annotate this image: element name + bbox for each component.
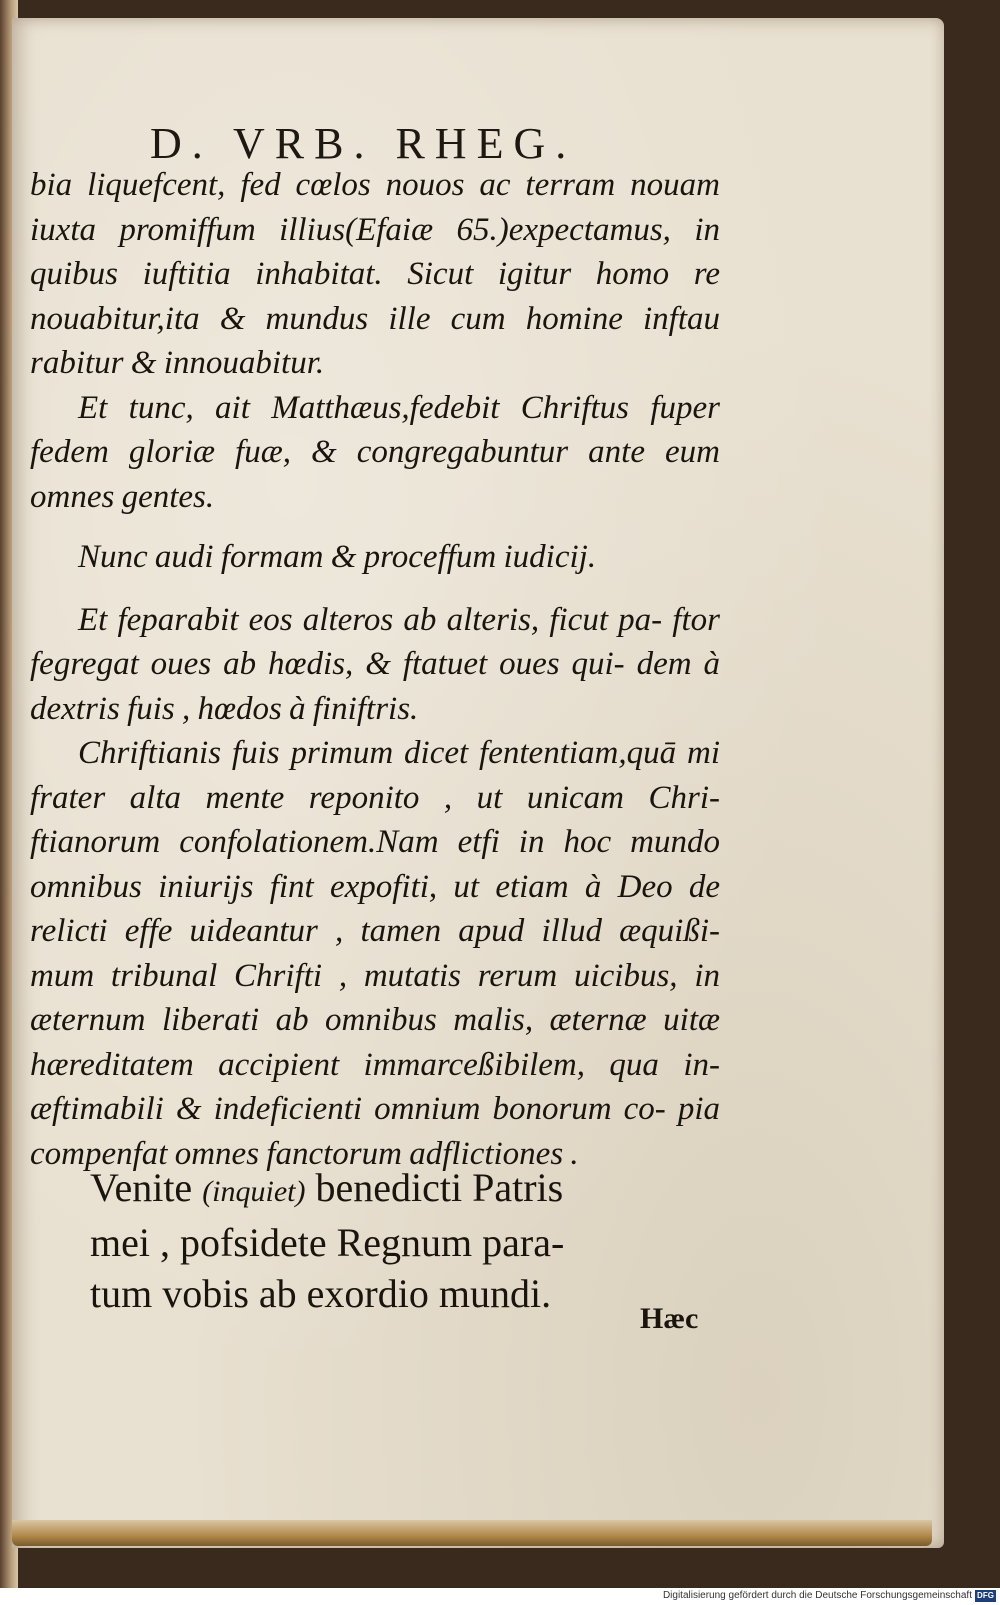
quote-line-2: mei , pofsidete Regnum para- xyxy=(90,1220,565,1265)
paragraph-3: Nunc audi formam & proceffum iudicij. xyxy=(78,539,597,575)
quote-line-1-start: Venite xyxy=(90,1165,203,1210)
quote-line-1-end: benedicti Patris xyxy=(305,1165,564,1210)
paragraph-2: Et tunc, ait Matthæus,fedebit Chriftus fuper fedem gloriæ fuæ, & congregabuntur ante eum omnes gentes. xyxy=(30,389,720,515)
quote-inquiet: (inquiet) xyxy=(202,1175,306,1208)
body-text xyxy=(30,163,720,1176)
catchword: Hæc xyxy=(640,1302,699,1335)
page-bottom-edge xyxy=(12,1520,932,1546)
quote-line-1 xyxy=(90,1162,690,1217)
footer-credit: Digitalisierung gefördert durch die Deutsche Forschungsgemeinschaft xyxy=(662,1590,972,1601)
paragraph-5: Chriftianis fuis primum dicet fententiam,quā mi frater alta mente reponito , ut unicam Chri- ftianorum confolationem.Nam etfi in hoc mundo omnibus iniurijs fint expofiti, ut etiam à Deo de relicti effe uideantur , tamen apud illud æquißi- mum tribunal Chrifti , mutatis rerum uicibus, in æternum liberati ab omnibus malis, æternæ uitæ hæreditatem accipient immarceßibilem, qua in- æftimabili & indeficienti omnium bonorum co- pia compenfat omnes fanctorum adflictiones . xyxy=(30,735,720,1172)
running-head: D. VRB. RHEG. xyxy=(150,119,577,168)
paragraph-1: bia liquefcent, fed cœlos nouos ac terram nouam iuxta promiffum illius(Efaiæ 65.)expectamus, in quibus iuftitia inhabitat. Sicut igitur homo re nouabitur,ita & mundus ille cum homine inftau rabitur & innouabitur. xyxy=(30,167,720,381)
quote-block xyxy=(90,1162,690,1319)
paragraph-4: Et feparabit eos alteros ab alteris, ficut pa- ftor fegregat oues ab hœdis, & ftatuet oues qui- dem à dextris fuis , hœdos à finiftris. xyxy=(30,601,720,727)
dfg-logo-icon: DFG xyxy=(975,1590,996,1602)
quote-line-3: tum vobis ab exordio mundi. xyxy=(90,1271,552,1316)
footer-bar xyxy=(0,1588,1000,1605)
